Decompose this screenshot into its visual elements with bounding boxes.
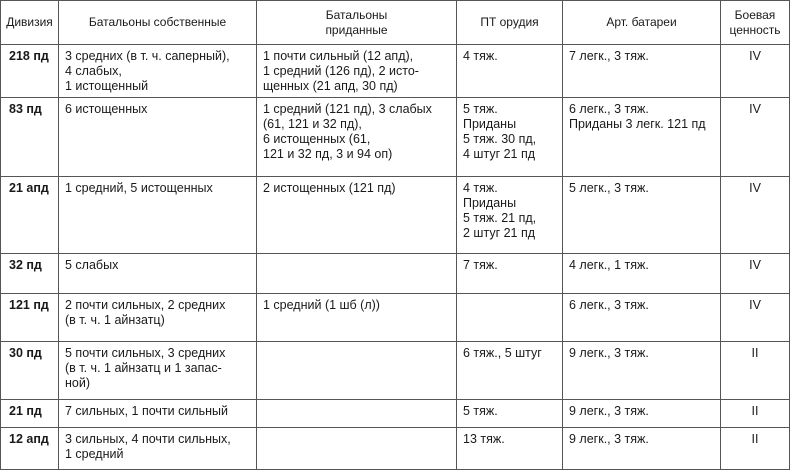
own-battalions-cell: 5 слабых bbox=[59, 254, 257, 294]
table-row bbox=[1, 400, 790, 428]
division-cell: 32 пд bbox=[1, 254, 59, 294]
own-battalions-cell: 3 сильных, 4 почти сильных, 1 средний bbox=[59, 428, 257, 470]
table-row bbox=[1, 45, 790, 98]
table-row bbox=[1, 342, 790, 400]
combat-value-cell: IV bbox=[721, 177, 790, 254]
division-cell: 12 апд bbox=[1, 428, 59, 470]
at-guns-cell: 7 тяж. bbox=[457, 254, 563, 294]
table-row bbox=[1, 98, 790, 177]
attached-battalions-cell: 1 средний (121 пд), 3 слабых (61, 121 и 32 пд), 6 истощенных (61, 121 и 32 пд, 3 и 94 оп) bbox=[257, 98, 457, 177]
at-guns-cell: 13 тяж. bbox=[457, 428, 563, 470]
attached-battalions-cell bbox=[257, 254, 457, 294]
table-row bbox=[1, 177, 790, 254]
division-cell: 21 апд bbox=[1, 177, 59, 254]
at-guns-cell: 4 тяж. bbox=[457, 45, 563, 98]
header-at-guns: ПТ орудия bbox=[457, 1, 563, 45]
table-row bbox=[1, 254, 790, 294]
combat-value-cell: IV bbox=[721, 98, 790, 177]
attached-battalions-cell bbox=[257, 342, 457, 400]
art-batteries-cell: 7 легк., 3 тяж. bbox=[563, 45, 721, 98]
attached-battalions-cell bbox=[257, 400, 457, 428]
combat-value-cell: II bbox=[721, 400, 790, 428]
header-row bbox=[1, 1, 790, 45]
art-batteries-cell: 9 легк., 3 тяж. bbox=[563, 342, 721, 400]
division-cell: 218 пд bbox=[1, 45, 59, 98]
division-cell: 30 пд bbox=[1, 342, 59, 400]
art-batteries-cell: 9 легк., 3 тяж. bbox=[563, 400, 721, 428]
at-guns-cell: 4 тяж. Приданы 5 тяж. 21 пд, 2 штуг 21 пд bbox=[457, 177, 563, 254]
header-art-batteries: Арт. батареи bbox=[563, 1, 721, 45]
division-cell: 21 пд bbox=[1, 400, 59, 428]
own-battalions-cell: 1 средний, 5 истощенных bbox=[59, 177, 257, 254]
attached-battalions-cell: 1 почти сильный (12 апд), 1 средний (126 пд), 2 исто- щенных (21 апд, 30 пд) bbox=[257, 45, 457, 98]
header-combat-value: Боевая ценность bbox=[721, 1, 790, 45]
at-guns-cell: 5 тяж. Приданы 5 тяж. 30 пд, 4 штуг 21 пд bbox=[457, 98, 563, 177]
art-batteries-cell: 4 легк., 1 тяж. bbox=[563, 254, 721, 294]
own-battalions-cell: 3 средних (в т. ч. саперный), 4 слабых, 1 истощенный bbox=[59, 45, 257, 98]
own-battalions-cell: 6 истощенных bbox=[59, 98, 257, 177]
division-cell: 121 пд bbox=[1, 294, 59, 342]
attached-battalions-cell: 1 средний (1 шб (л)) bbox=[257, 294, 457, 342]
own-battalions-cell: 7 сильных, 1 почти сильный bbox=[59, 400, 257, 428]
combat-value-cell: II bbox=[721, 428, 790, 470]
at-guns-cell: 6 тяж., 5 штуг bbox=[457, 342, 563, 400]
at-guns-cell bbox=[457, 294, 563, 342]
division-cell: 83 пд bbox=[1, 98, 59, 177]
attached-battalions-cell bbox=[257, 428, 457, 470]
at-guns-cell: 5 тяж. bbox=[457, 400, 563, 428]
art-batteries-cell: 6 легк., 3 тяж. Приданы 3 легк. 121 пд bbox=[563, 98, 721, 177]
art-batteries-cell: 9 легк., 3 тяж. bbox=[563, 428, 721, 470]
table-row bbox=[1, 294, 790, 342]
combat-value-cell: II bbox=[721, 342, 790, 400]
own-battalions-cell: 2 почти сильных, 2 средних (в т. ч. 1 айнзатц) bbox=[59, 294, 257, 342]
header-own-battalions: Батальоны собственные bbox=[59, 1, 257, 45]
header-attached-battalions: Батальоны приданные bbox=[257, 1, 457, 45]
own-battalions-cell: 5 почти сильных, 3 средних (в т. ч. 1 айнзатц и 1 запас- ной) bbox=[59, 342, 257, 400]
combat-value-cell: IV bbox=[721, 45, 790, 98]
combat-value-cell: IV bbox=[721, 294, 790, 342]
table-row bbox=[1, 428, 790, 470]
art-batteries-cell: 5 легк., 3 тяж. bbox=[563, 177, 721, 254]
art-batteries-cell: 6 легк., 3 тяж. bbox=[563, 294, 721, 342]
header-division: Дивизия bbox=[1, 1, 59, 45]
attached-battalions-cell: 2 истощенных (121 пд) bbox=[257, 177, 457, 254]
combat-value-cell: IV bbox=[721, 254, 790, 294]
